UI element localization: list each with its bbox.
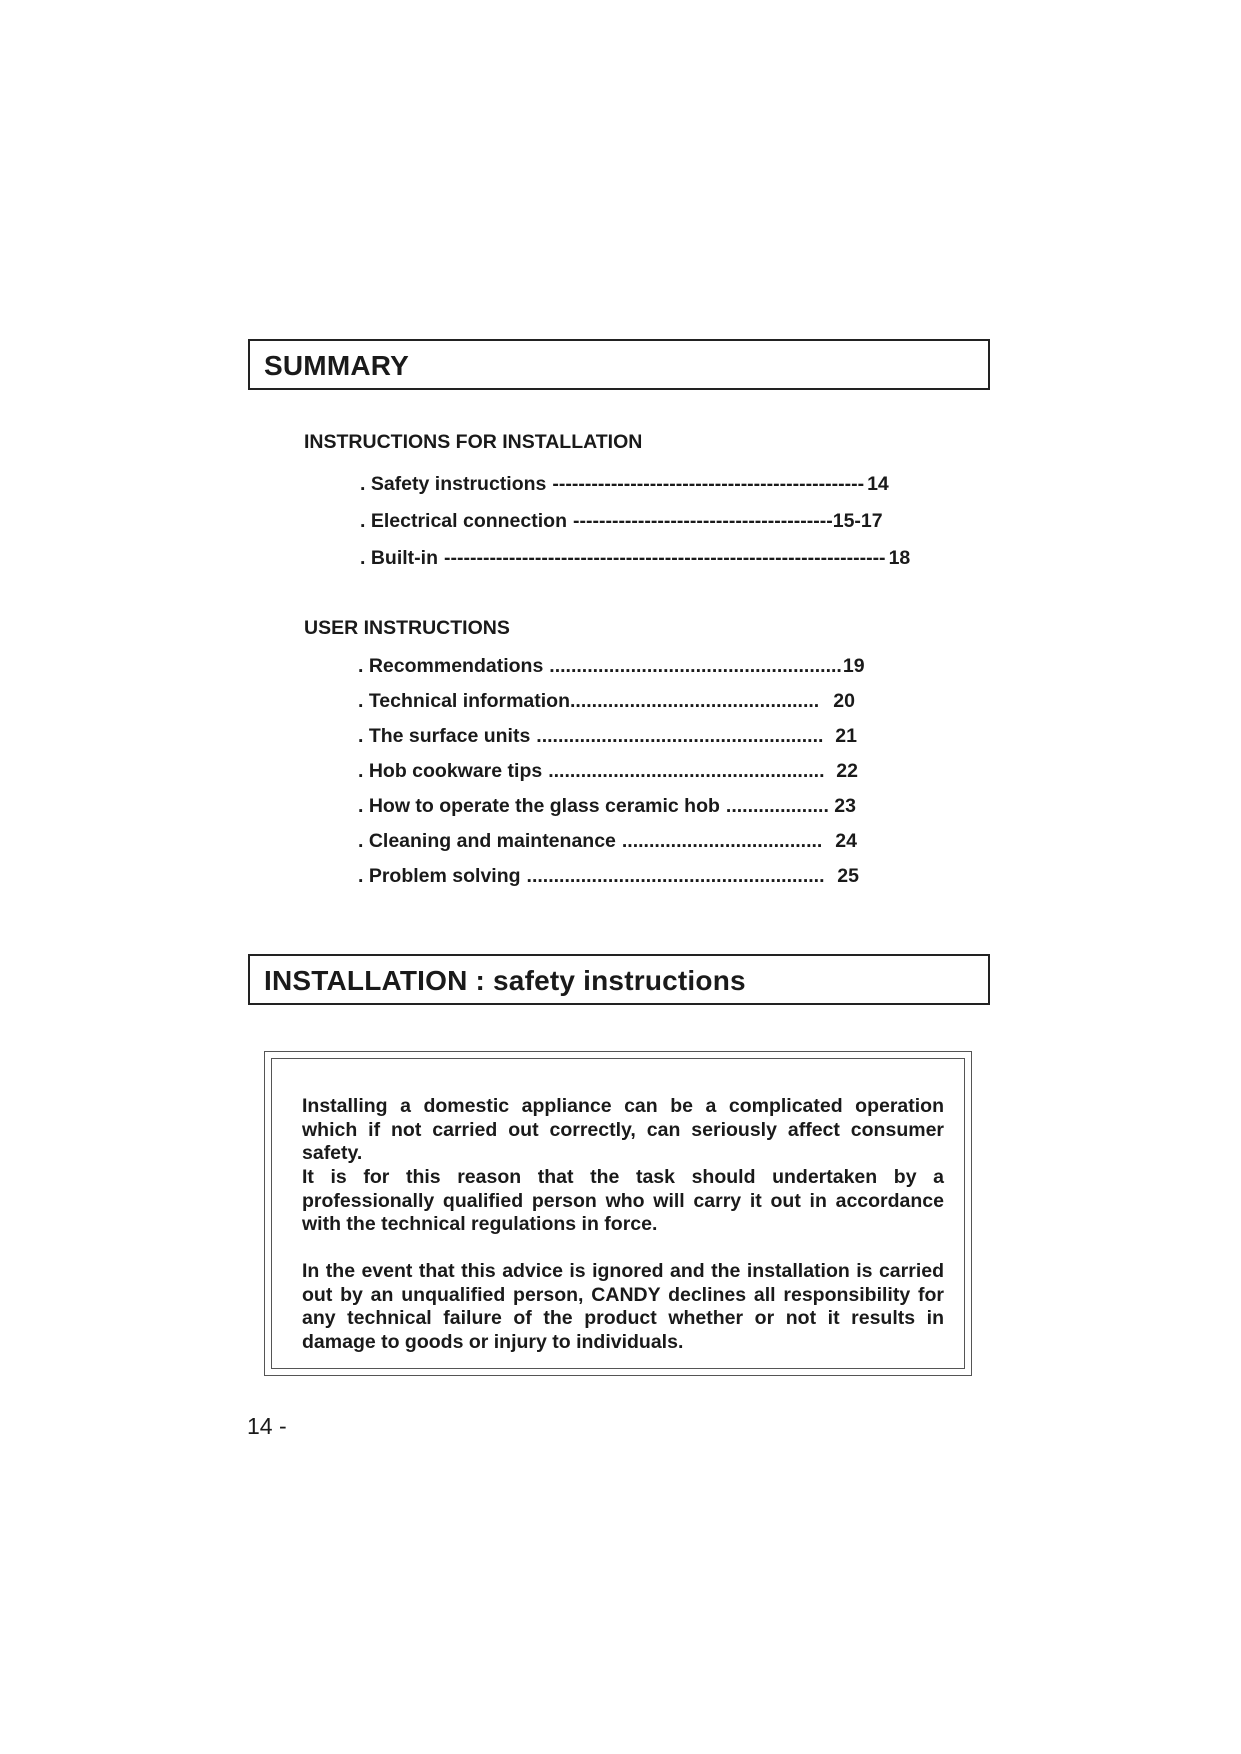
installation-instructions-title: INSTRUCTIONS FOR INSTALLATION bbox=[304, 431, 643, 453]
toc-entry-recommendations[interactable] bbox=[358, 655, 865, 679]
toc-entry-glass-ceramic-hob[interactable] bbox=[358, 795, 856, 819]
toc-entry-label: . Hob cookware tips bbox=[358, 760, 543, 782]
summary-heading-box bbox=[248, 339, 990, 390]
toc-entry-label: . Cleaning and maintenance bbox=[358, 830, 616, 852]
toc-page-number: 19 bbox=[842, 655, 865, 677]
toc-page-number: 20 bbox=[833, 690, 855, 712]
safety-notice-paragraph: Installing a domestic appliance can be a complicated operation which if not carried out correctly, can seriously affect consumer safety. bbox=[302, 1095, 944, 1165]
toc-leader: .............................................. bbox=[570, 690, 820, 712]
toc-page-number: 18 bbox=[888, 547, 911, 569]
toc-entry-hob-cookware-tips[interactable] bbox=[358, 760, 858, 784]
toc-leader: ....................................................... bbox=[526, 865, 825, 887]
page-number: 14 - bbox=[247, 1413, 287, 1439]
toc-page-number: 23 bbox=[834, 795, 856, 817]
toc-leader: ...................................................... bbox=[549, 655, 842, 677]
summary-title: SUMMARY bbox=[264, 350, 410, 381]
toc-leader: ..................................... bbox=[621, 830, 823, 852]
safety-notice-box bbox=[264, 1051, 972, 1376]
toc-leader: -------------------------------------------------------------------- bbox=[443, 547, 886, 569]
toc-entry-label: . Recommendations bbox=[358, 655, 544, 677]
safety-notice-paragraph: In the event that this advice is ignored and the installation is carried out by an unqualified person, CANDY declines all responsibility for any technical failure of the product whether or not it results in damage to goods or injury to individuals. bbox=[302, 1260, 944, 1353]
toc-entry-label: . How to operate the glass ceramic hob bbox=[358, 795, 720, 817]
toc-leader: ------------------------------------------------ bbox=[552, 473, 865, 495]
safety-notice-paragraph: It is for this reason that the task should undertaken by a professionally qualified person who will carry it out in accordance with the technical regulations in force. bbox=[302, 1166, 944, 1236]
toc-page-number: 15-17 bbox=[832, 510, 883, 532]
toc-page-number: 14 bbox=[867, 473, 889, 495]
toc-entry-surface-units[interactable] bbox=[358, 725, 857, 749]
installation-section-title: INSTALLATION : safety instructions bbox=[264, 965, 746, 996]
toc-page-number: 22 bbox=[836, 760, 858, 782]
user-instructions-title: USER INSTRUCTIONS bbox=[304, 617, 510, 639]
toc-leader: ................................................... bbox=[548, 760, 825, 782]
toc-entry-electrical-connection[interactable] bbox=[360, 510, 883, 534]
toc-entry-label: . Safety instructions bbox=[360, 473, 547, 495]
toc-entry-label: . Technical information bbox=[358, 690, 570, 712]
toc-leader: ..................................................... bbox=[536, 725, 824, 747]
safety-notice-inner-border bbox=[271, 1058, 965, 1369]
toc-page-number: 24 bbox=[835, 830, 857, 852]
installation-heading-box bbox=[248, 954, 990, 1005]
toc-entry-problem-solving[interactable] bbox=[358, 865, 859, 889]
toc-entry-label: . Problem solving bbox=[358, 865, 521, 887]
toc-leader: ---------------------------------------- bbox=[572, 510, 833, 532]
toc-entry-label: . Built-in bbox=[360, 547, 438, 569]
toc-entry-label: . Electrical connection bbox=[360, 510, 567, 532]
toc-entry-cleaning-maintenance[interactable] bbox=[358, 830, 857, 854]
toc-page-number: 25 bbox=[837, 865, 859, 887]
toc-leader: ................... bbox=[725, 795, 829, 817]
toc-entry-safety-instructions[interactable] bbox=[360, 473, 889, 497]
toc-entry-label: . The surface units bbox=[358, 725, 531, 747]
toc-entry-technical-information[interactable] bbox=[358, 690, 855, 714]
toc-entry-built-in[interactable] bbox=[360, 547, 911, 571]
toc-page-number: 21 bbox=[835, 725, 857, 747]
